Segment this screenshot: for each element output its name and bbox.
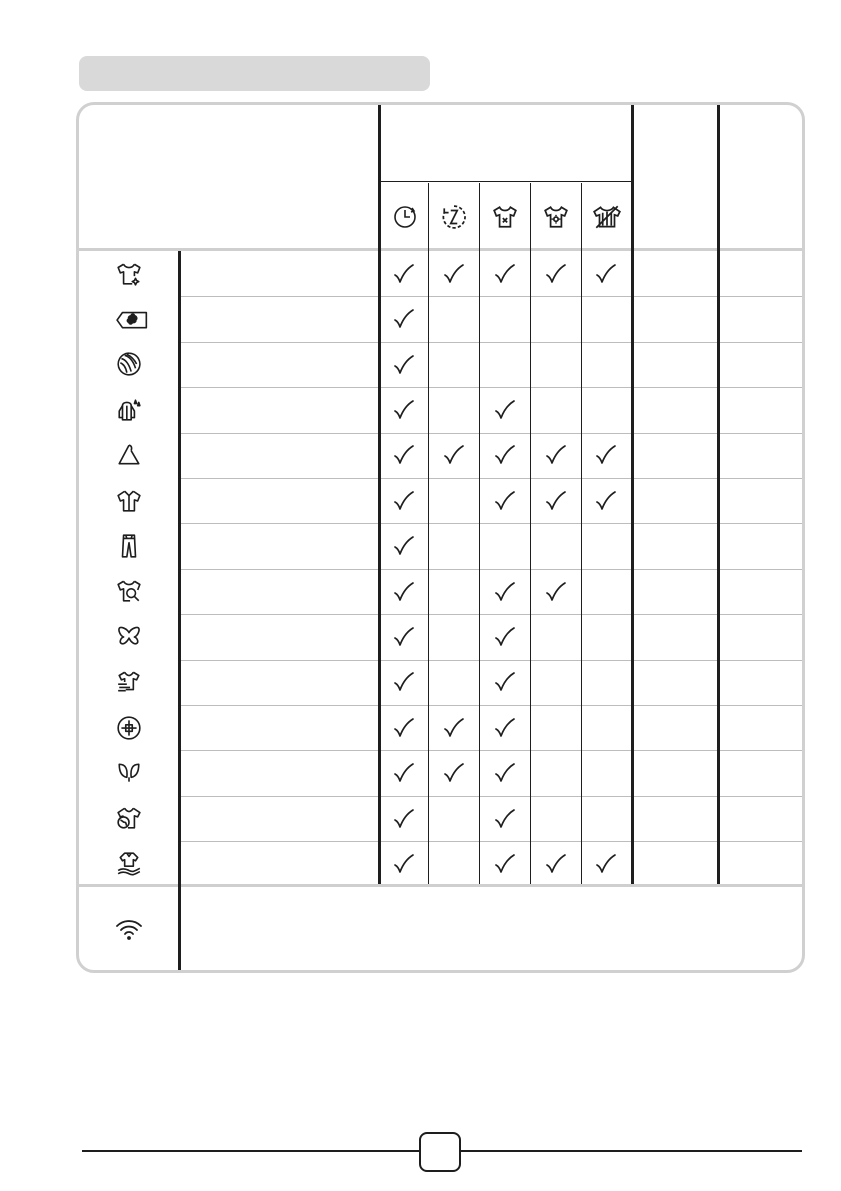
check-mark <box>490 259 520 289</box>
check-mark <box>439 440 469 470</box>
check-mark <box>439 259 469 289</box>
program-label <box>185 523 375 568</box>
program-label <box>185 387 375 432</box>
footer-row-text-cell <box>181 887 802 973</box>
clock-delay-icon <box>381 197 428 237</box>
check-mark <box>389 804 419 834</box>
check-mark <box>389 667 419 697</box>
shirt-icon <box>79 478 178 523</box>
check-mark <box>541 486 571 516</box>
hygiene-cross-icon <box>79 705 178 750</box>
check-mark <box>389 259 419 289</box>
check-mark <box>389 531 419 561</box>
check-mark <box>541 849 571 879</box>
shirt-globe-icon <box>79 796 178 841</box>
butterfly-delicate-icon <box>79 614 178 659</box>
option-divider-3 <box>530 183 531 884</box>
program-label <box>185 478 375 523</box>
check-mark <box>389 622 419 652</box>
check-mark <box>591 849 621 879</box>
program-label <box>185 433 375 478</box>
program-header-cell <box>79 105 379 250</box>
program-label <box>185 296 375 341</box>
program-label <box>185 614 375 659</box>
footer-rule-left <box>82 1150 419 1152</box>
handwash-icon <box>79 841 178 886</box>
check-mark <box>490 577 520 607</box>
wool-icon <box>79 342 178 387</box>
check-mark <box>490 804 520 834</box>
check-mark <box>490 440 520 470</box>
check-mark <box>490 667 520 697</box>
check-mark <box>541 440 571 470</box>
icon-column-divider <box>178 251 181 973</box>
option-divider-2 <box>479 183 480 884</box>
quick-cycle-icon <box>429 197 479 237</box>
check-mark <box>541 577 571 607</box>
check-mark <box>541 259 571 289</box>
check-mark <box>490 849 520 879</box>
check-mark <box>591 440 621 470</box>
check-mark <box>389 350 419 380</box>
program-label <box>185 841 375 886</box>
option-divider-4 <box>581 183 582 884</box>
program-label <box>185 251 375 296</box>
stain-shirt-icon <box>480 197 530 237</box>
extra-col-header-2 <box>721 105 805 250</box>
synthetic-triangle-icon <box>79 433 178 478</box>
check-mark <box>490 486 520 516</box>
outdoor-jacket-icon <box>79 387 178 432</box>
extra-col-header-1 <box>635 105 719 250</box>
group-header-divider <box>380 181 633 182</box>
extra-col-divider <box>717 105 720 884</box>
program-label <box>185 569 375 614</box>
check-mark <box>389 486 419 516</box>
check-mark <box>389 849 419 879</box>
shirt-magnifier-icon <box>79 569 178 614</box>
shirt-wind-icon <box>79 660 178 705</box>
program-label <box>185 705 375 750</box>
check-mark <box>490 395 520 425</box>
check-mark <box>490 713 520 743</box>
shirt-sparkle-icon <box>79 251 178 296</box>
program-label <box>185 750 375 795</box>
check-mark <box>389 758 419 788</box>
eco-leaves-icon <box>79 750 178 795</box>
check-mark <box>389 395 419 425</box>
check-mark <box>389 440 419 470</box>
check-mark <box>591 486 621 516</box>
program-label <box>185 796 375 841</box>
check-mark <box>591 259 621 289</box>
section-title-bar <box>79 56 430 91</box>
check-mark <box>439 713 469 743</box>
wifi-icon <box>79 887 178 973</box>
options-group-header <box>380 105 633 183</box>
page-number-box <box>419 1132 461 1172</box>
check-mark <box>389 713 419 743</box>
program-label <box>185 342 375 387</box>
check-mark <box>389 304 419 334</box>
program-options-table <box>76 102 805 973</box>
no-iron-shirt-icon <box>582 197 632 237</box>
check-mark <box>389 577 419 607</box>
option-divider-1 <box>428 183 429 884</box>
hygiene-sun-shirt-icon <box>531 197 581 237</box>
footer-rule-right <box>461 1150 802 1152</box>
check-mark <box>490 622 520 652</box>
cotton-label-icon <box>79 296 178 341</box>
check-mark <box>439 758 469 788</box>
program-label <box>185 660 375 705</box>
check-mark <box>490 758 520 788</box>
jeans-icon <box>79 523 178 568</box>
